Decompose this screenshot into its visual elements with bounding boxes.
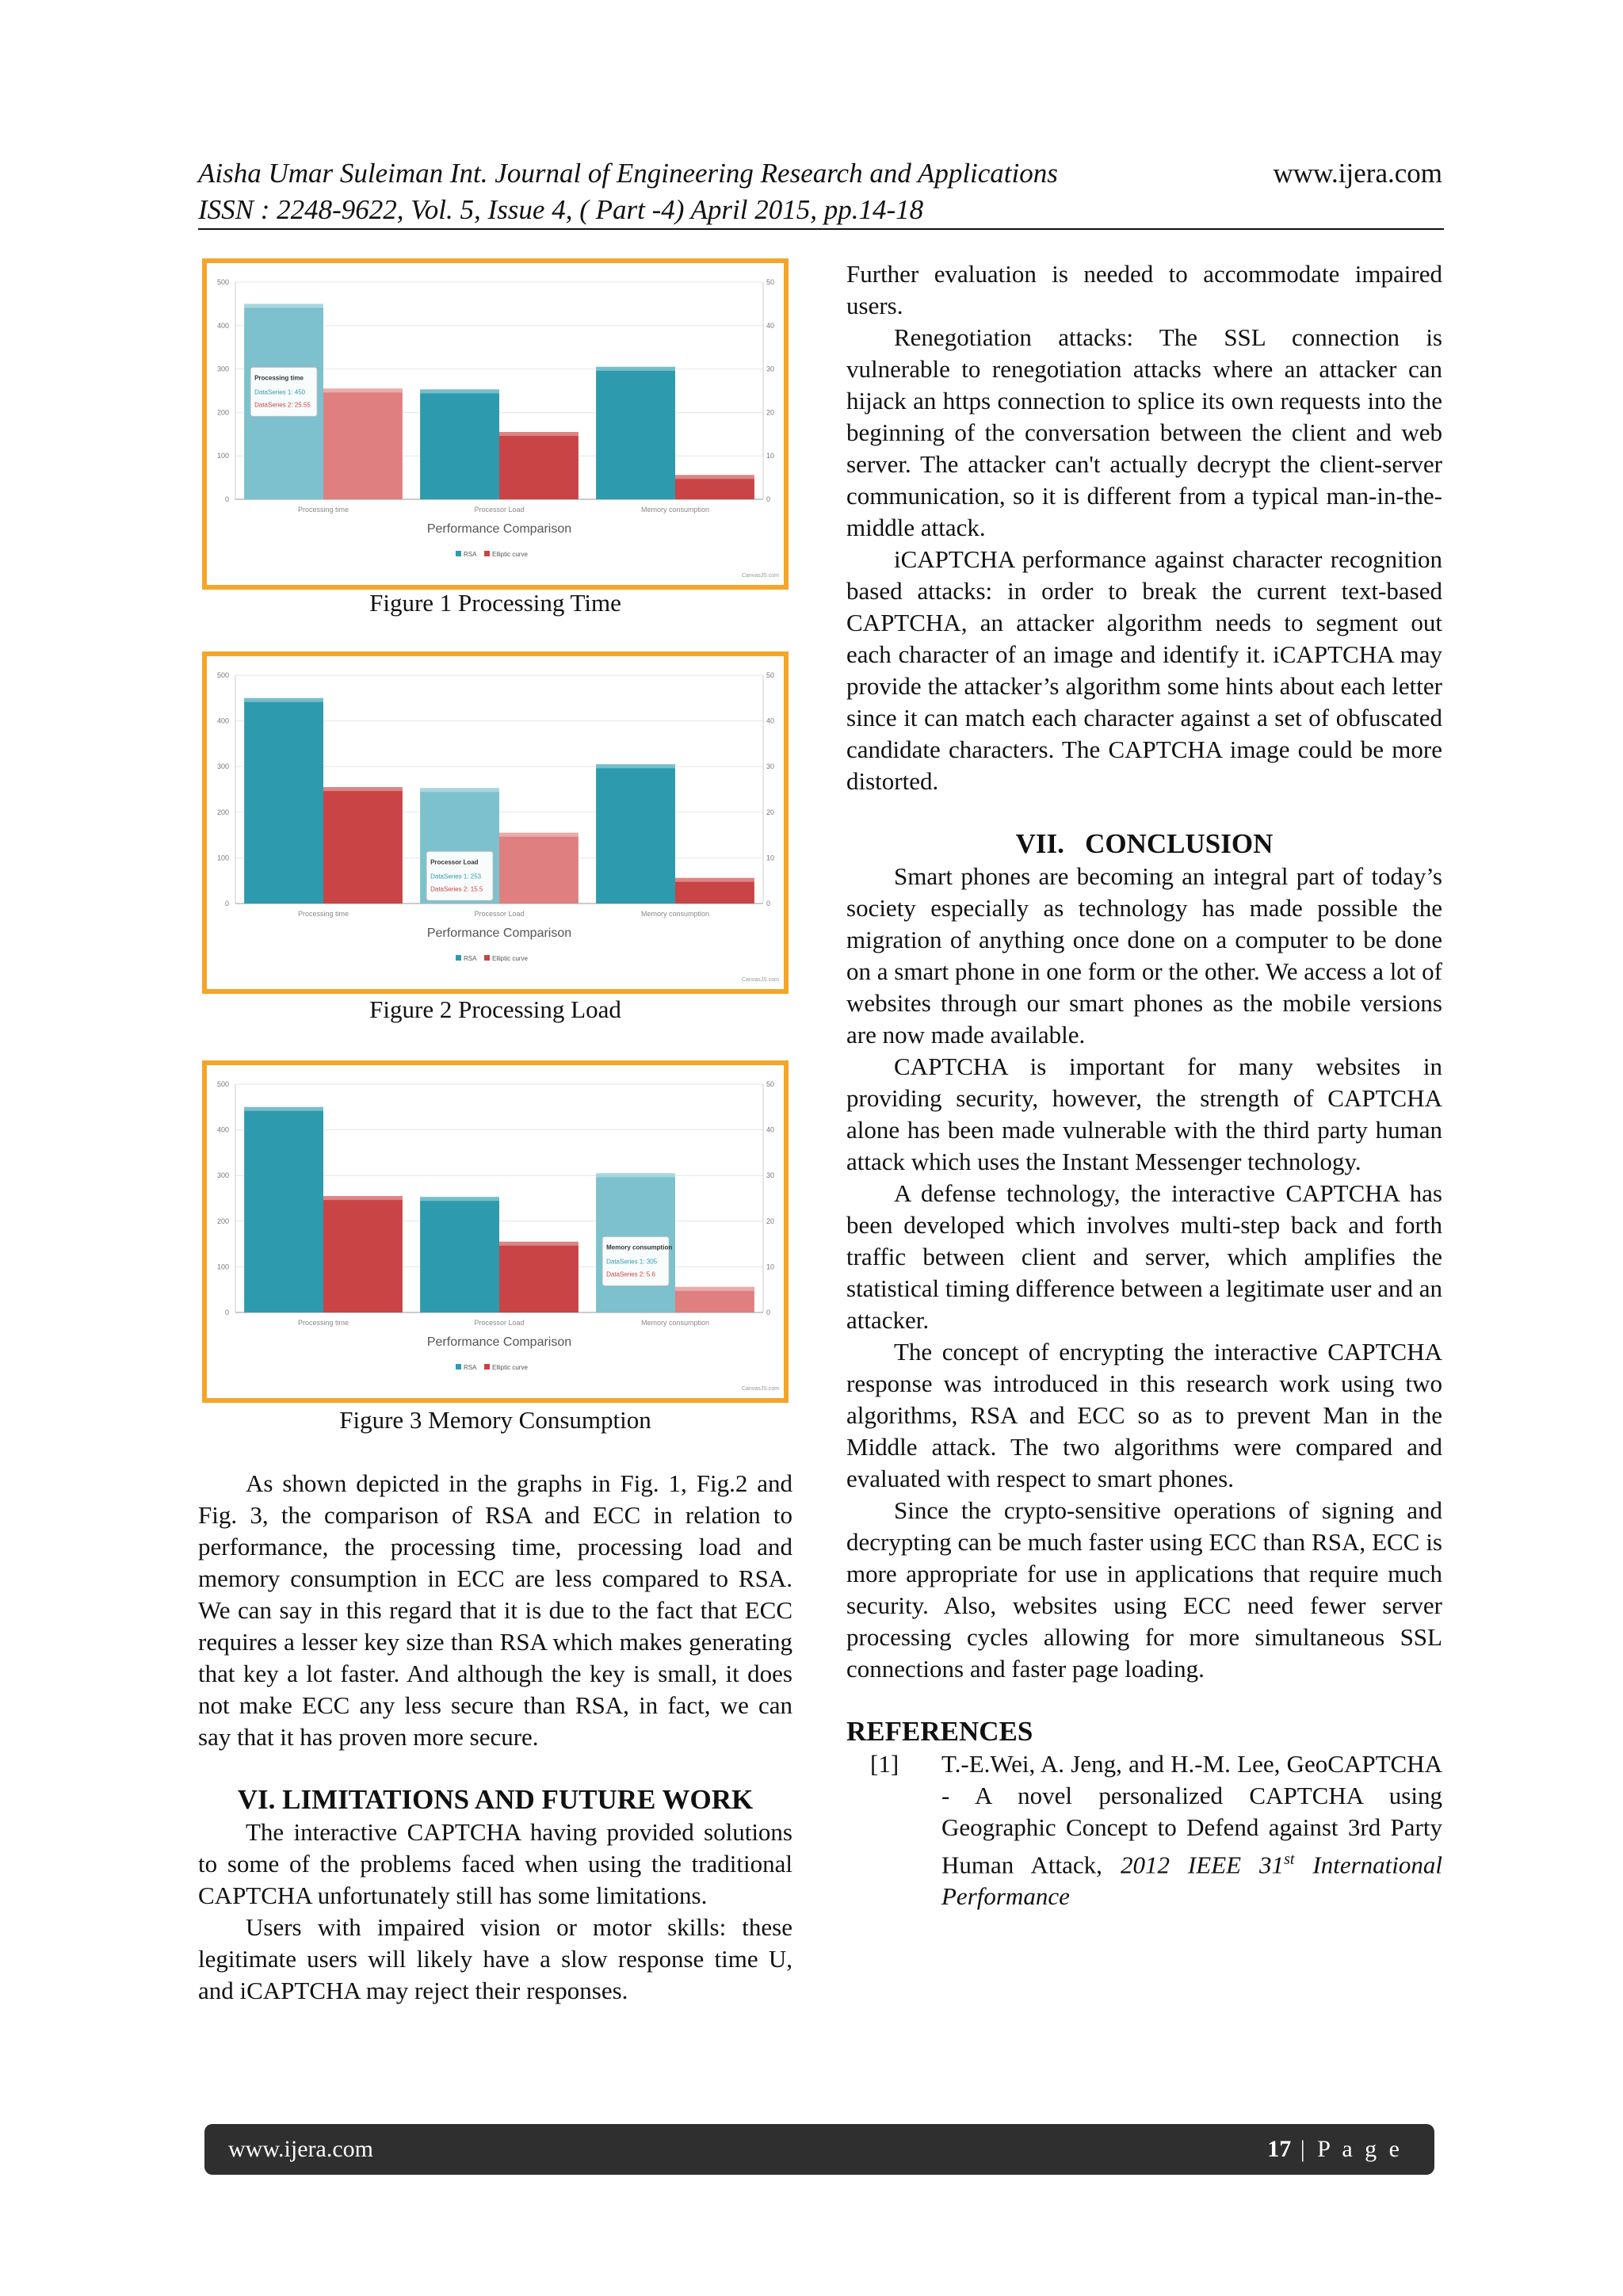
- legend-swatch-ecc: [484, 955, 490, 961]
- conclusion-paragraph-5: Since the crypto-sensitive operations of signing and decrypting can be much faster using ECC than RSA, ECC is more appropriate for use in applications that require much security. Also, websites using ECC need fewer server processing cycles allowing for more simultaneous SSL connections and faster page loading.: [846, 1496, 1442, 1683]
- chart-title: Performance Comparison: [426, 926, 572, 940]
- y-tick-label: 0: [224, 900, 229, 907]
- legend-swatch-ecc: [484, 551, 490, 556]
- bar-highlight: [596, 764, 675, 768]
- legend-swatch-ecc: [484, 1364, 490, 1370]
- legend-swatch-rsa: [456, 551, 461, 556]
- x-tick-label: Memory consumption: [640, 1319, 710, 1327]
- figure-3-chart: [207, 1065, 784, 1398]
- chart-credit: CanvasJS.com: [741, 977, 779, 983]
- section-heading-conclusion: VII. CONCLUSION: [1015, 828, 1274, 859]
- figure-2-chart: [207, 656, 784, 989]
- y-tick-label: 400: [216, 321, 229, 330]
- bar-rsa: [596, 367, 675, 499]
- x-tick-label: Memory consumption: [640, 910, 710, 918]
- running-header: [198, 155, 1442, 228]
- bar-rsa: [420, 1197, 499, 1312]
- y-tick-label: 300: [216, 1171, 229, 1180]
- y-tick-label: 100: [216, 452, 229, 460]
- bar-rsa: [244, 698, 323, 904]
- bar-ecc: [499, 432, 579, 499]
- y2-tick-label: 10: [766, 452, 775, 460]
- y2-tick-label: 20: [766, 408, 775, 417]
- y2-tick-label: 50: [766, 671, 775, 679]
- character-recognition-paragraph: iCAPTCHA performance against character recognition based attacks: in order to break the current text-based CAPTCHA, an attacker algorithm needs to segment out each character of an image and identify it. iCAPTCHA may provide the attacker’s algorithm some hints about each letter since it can match each character against a set of obfuscated candidate characters. The CAPTCHA image could be more distorted.: [846, 545, 1442, 795]
- y2-tick-label: 50: [766, 1080, 775, 1088]
- bar-highlight: [323, 787, 403, 791]
- header-divider: [198, 228, 1444, 230]
- x-tick-label: Processing time: [297, 506, 349, 514]
- header-site-link[interactable]: www.ijera.com: [1273, 158, 1442, 189]
- reference-venue-b: International Performance: [941, 1851, 1442, 1911]
- results-paragraph: As shown depicted in the graphs in Fig. 1, Fig.2 and Fig. 3, the comparison of RSA and ECC in relation to performance, the processing time, processing load and memory consumption in ECC are less compared to RSA. We can say in this regard that it is due to the fact that ECC requires a lesser key size than RSA which makes generating that key a lot faster. And although the key is small, it does not make ECC any less secure than RSA, in fact, we can say that it has proven more secure.: [198, 1469, 792, 1751]
- y2-tick-label: 30: [766, 365, 775, 373]
- tooltip-line-rsa: DataSeries 1: 253: [430, 873, 482, 881]
- footer-page-number: [1267, 2134, 1403, 2165]
- conclusion-paragraph-1: Smart phones are becoming an integral part of today’s society especially as technology has made possible the migration of anything once done on a computer to be done on a smart phone in one form or the other. We access a lot of websites through our smart phones as the mobile versions are now made available.: [846, 862, 1442, 1049]
- figure-2: [202, 651, 789, 994]
- x-tick-label: Processor Load: [474, 1319, 525, 1327]
- header-issn-line: ISSN : 2248-9622, Vol. 5, Issue 4, ( Part -4) April 2015, pp.14-18: [198, 194, 924, 225]
- y-tick-label: 100: [216, 854, 229, 862]
- bar-highlight: [596, 367, 675, 371]
- legend-label-rsa: RSA: [464, 1364, 477, 1371]
- tooltip-title: Processing time: [254, 374, 304, 382]
- y-tick-label: 100: [216, 1263, 229, 1271]
- section-heading-limitations: VI. LIMITATIONS AND FUTURE WORK: [237, 1784, 754, 1815]
- y-tick-label: 500: [216, 1080, 229, 1088]
- figure-1: [202, 258, 789, 590]
- tooltip-line-ecc: DataSeries 2: 5.6: [606, 1270, 655, 1278]
- y2-tick-label: 20: [766, 1217, 775, 1225]
- y-tick-label: 200: [216, 1217, 229, 1225]
- page-label: | P a g e: [1291, 2136, 1403, 2162]
- legend-label-ecc: Elliptic curve: [492, 955, 528, 962]
- tooltip-title: Memory consumption: [606, 1244, 673, 1251]
- page-footer: [204, 2124, 1434, 2175]
- conclusion-paragraph-3: A defense technology, the interactive CAPTCHA has been developed which involves multi-step back and forth traffic between client and server, which amplifies the statistical timing difference between a legitimate user and an attacker.: [846, 1179, 1442, 1334]
- y2-tick-label: 40: [766, 716, 775, 725]
- tooltip-line-rsa: DataSeries 1: 305: [606, 1258, 658, 1266]
- x-tick-label: Processor Load: [474, 910, 525, 918]
- bar-highlight: [675, 878, 754, 882]
- renegotiation-paragraph: Renegotiation attacks: The SSL connection is vulnerable to renegotiation attacks where an attacker can hijack an https connection to splice its own requests into the beginning of the conversation between the client and web server. The attacker can't actually decrypt the client-server communication, so it is different from a typical man-in-the-middle attack.: [846, 323, 1442, 541]
- header-journal-line: Aisha Umar Suleiman Int. Journal of Engineering Research and Applications: [198, 158, 1058, 189]
- reference-venue-sup: st: [1284, 1851, 1295, 1868]
- bar-highlight: [244, 1107, 323, 1111]
- legend-label-rsa: RSA: [464, 955, 477, 962]
- right-column-text: [846, 258, 1442, 1912]
- y-tick-label: 500: [216, 278, 229, 286]
- evaluation-paragraph: Further evaluation is needed to accommodate impaired users.: [846, 260, 1442, 319]
- tooltip-line-ecc: DataSeries 2: 25.55: [254, 401, 311, 409]
- y-tick-label: 300: [216, 762, 229, 771]
- bar-ecc: [323, 1196, 403, 1312]
- y2-tick-label: 40: [766, 1125, 775, 1134]
- bar-ecc: [323, 787, 403, 904]
- legend-swatch-rsa: [456, 955, 461, 961]
- reference-item: [846, 1748, 1442, 1912]
- bar-rsa: [596, 764, 675, 904]
- y2-tick-label: 10: [766, 1263, 775, 1271]
- x-tick-label: Memory consumption: [640, 506, 710, 514]
- references-heading: REFERENCES: [846, 1716, 1033, 1747]
- y2-tick-label: 50: [766, 278, 775, 286]
- bar-highlight: [420, 1197, 499, 1201]
- legend-swatch-rsa: [456, 1364, 461, 1370]
- bar-highlight: [323, 1196, 403, 1200]
- y-tick-label: 400: [216, 716, 229, 725]
- footer-site-link[interactable]: www.ijera.com: [228, 2136, 373, 2162]
- limitations-paragraph: The interactive CAPTCHA having provided solutions to some of the problems faced when using the traditional CAPTCHA unfortunately still has some limitations.: [198, 1818, 792, 1909]
- figure-3: [202, 1060, 789, 1403]
- chart-credit: CanvasJS.com: [741, 1386, 779, 1392]
- x-tick-label: Processor Load: [474, 506, 525, 514]
- x-tick-label: Processing time: [297, 1319, 349, 1327]
- tooltip-line-ecc: DataSeries 2: 15.5: [430, 885, 483, 893]
- bar-highlight: [499, 1242, 579, 1246]
- bar-highlight: [675, 475, 754, 479]
- bar-ecc: [499, 1242, 579, 1312]
- y-tick-label: 0: [224, 1308, 229, 1316]
- page-number: 17: [1267, 2136, 1292, 2162]
- y-tick-label: 500: [216, 671, 229, 679]
- y2-tick-label: 20: [766, 808, 775, 816]
- bar-highlight: [323, 388, 403, 392]
- figure-1-caption: Figure 1 Processing Time: [369, 589, 621, 617]
- y-tick-label: 200: [216, 408, 229, 417]
- bar-highlight: [675, 1287, 754, 1291]
- bar-rsa: [244, 1107, 323, 1312]
- y2-tick-label: 10: [766, 854, 775, 862]
- chart-title: Performance Comparison: [426, 522, 572, 536]
- figure-3-caption: Figure 3 Memory Consumption: [339, 1406, 651, 1434]
- bar-ecc: [323, 388, 403, 499]
- bar-ecc: [499, 833, 579, 904]
- legend-label-ecc: Elliptic curve: [492, 551, 528, 558]
- legend-label-ecc: Elliptic curve: [492, 1364, 528, 1371]
- y2-tick-label: 40: [766, 321, 775, 330]
- y-tick-label: 300: [216, 365, 229, 373]
- bar-highlight: [499, 432, 579, 436]
- bar-rsa: [420, 389, 499, 499]
- x-tick-label: Processing time: [297, 910, 349, 918]
- legend-label-rsa: RSA: [464, 551, 477, 558]
- reference-text: T.-E.Wei, A. Jeng, and H.-M. Lee, GeoCAPTCHA - A novel personalized CAPTCHA using Geographic Concept to Defend against 3rd Party Human Attack,: [941, 1750, 1442, 1879]
- y2-tick-label: 30: [766, 762, 775, 771]
- conclusion-paragraph-2: CAPTCHA is important for many websites in providing security, however, the strength of CAPTCHA alone has been made vulnerable with the third party human attack which uses the Instant Messenger technology.: [846, 1052, 1442, 1175]
- tooltip-title: Processor Load: [430, 858, 479, 866]
- reference-number: [1]: [870, 1750, 899, 1778]
- y2-tick-label: 0: [766, 1308, 771, 1316]
- bar-highlight: [596, 1173, 675, 1177]
- y-tick-label: 200: [216, 808, 229, 816]
- y2-tick-label: 0: [766, 495, 771, 503]
- figure-2-caption: Figure 2 Processing Load: [369, 995, 621, 1023]
- bar-highlight: [420, 788, 499, 792]
- y-tick-label: 400: [216, 1125, 229, 1134]
- chart-title: Performance Comparison: [426, 1335, 572, 1349]
- tooltip-line-rsa: DataSeries 1: 450: [254, 388, 306, 396]
- conclusion-paragraph-4: The concept of encrypting the interactive CAPTCHA response was introduced in this research work using two algorithms, RSA and ECC so as to prevent Man in the Middle attack. The two algorithms were compared and evaluated with respect to smart phones.: [846, 1338, 1442, 1492]
- y2-tick-label: 0: [766, 900, 771, 907]
- y-tick-label: 0: [224, 495, 229, 503]
- figure-1-chart: [207, 263, 784, 585]
- bar-highlight: [420, 389, 499, 393]
- bar-highlight: [244, 304, 323, 308]
- chart-credit: CanvasJS.com: [741, 573, 779, 579]
- bar-highlight: [499, 833, 579, 837]
- left-column-text: [198, 1468, 792, 2007]
- bar-highlight: [244, 698, 323, 702]
- y2-tick-label: 30: [766, 1171, 775, 1180]
- impaired-users-paragraph: Users with impaired vision or motor skills: these legitimate users will likely have a slow response time U, and iCAPTCHA may reject their responses.: [198, 1913, 792, 2004]
- reference-venue-a: 2012 IEEE 31: [1120, 1851, 1285, 1879]
